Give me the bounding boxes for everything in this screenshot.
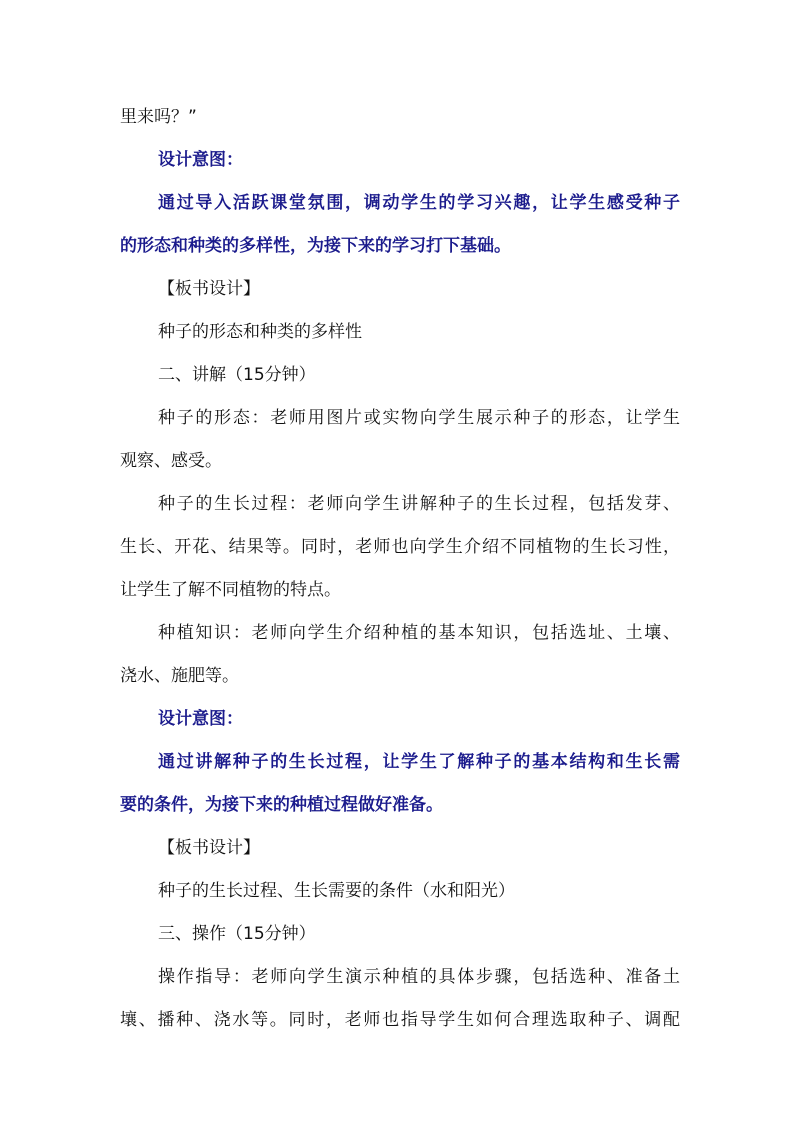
section-heading: 三、操作（15分钟） <box>158 924 316 944</box>
section-heading: 二、讲解（15分钟） <box>158 365 316 385</box>
paragraph-line: 操作指导：老师向学生演示种植的具体步骤，包括选种、准备土 <box>158 967 680 987</box>
board-design-heading: 【板书设计】 <box>158 279 260 299</box>
board-design-text: 种子的生长过程、生长需要的条件（水和阳光） <box>158 881 515 901</box>
design-intent-heading: 设计意图： <box>158 709 243 729</box>
board-design-text: 种子的形态和种类的多样性 <box>158 322 362 342</box>
paragraph-line: 生长、开花、结果等。同时，老师也向学生介绍不同植物的生长习性， <box>120 537 680 557</box>
paragraph-line: 种植知识：老师向学生介绍种植的基本知识，包括选址、土壤、 <box>158 623 680 643</box>
text-line: 里来吗？” <box>120 107 197 127</box>
paragraph-line: 浇水、施肥等。 <box>120 666 239 686</box>
paragraph-line: 种子的生长过程：老师向学生讲解种子的生长过程，包括发芽、 <box>158 494 680 514</box>
design-intent-text: 通过讲解种子的生长过程，让学生了解种子的基本结构和生长需 <box>158 752 680 772</box>
design-intent-text: 的形态和种类的多样性，为接下来的学习打下基础。 <box>120 236 511 256</box>
paragraph-line: 壤、播种、浇水等。同时，老师也指导学生如何合理选取种子、调配 <box>120 1010 680 1030</box>
board-design-heading: 【板书设计】 <box>158 838 260 858</box>
design-intent-heading: 设计意图： <box>158 150 243 170</box>
design-intent-text: 要的条件，为接下来的种植过程做好准备。 <box>120 795 443 815</box>
design-intent-text: 通过导入活跃课堂氛围，调动学生的学习兴趣，让学生感受种子 <box>158 193 680 213</box>
paragraph-line: 观察、感受。 <box>120 451 222 471</box>
paragraph-line: 种子的形态：老师用图片或实物向学生展示种子的形态，让学生 <box>158 408 680 428</box>
paragraph-line: 让学生了解不同植物的特点。 <box>120 580 341 600</box>
